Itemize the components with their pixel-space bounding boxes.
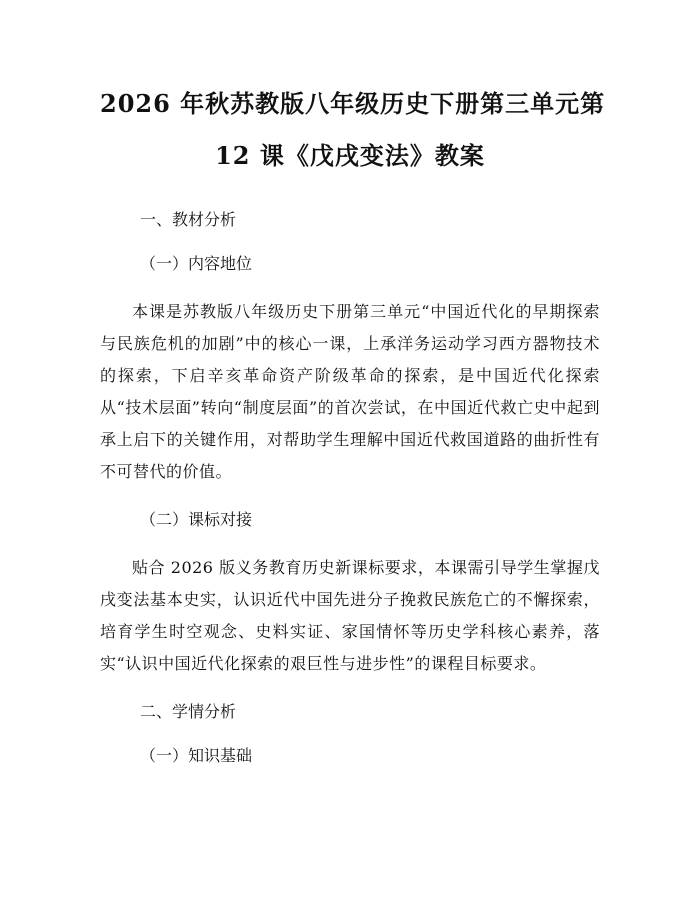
title-line-2: 12 课《戊戌变法》教案 bbox=[215, 141, 485, 170]
paragraph-curriculum-standard: 贴合 2026 版义务教育历史新课标要求，本课需引导学生掌握戊戌变法基本史实，认识近代中国先进分子挽救民族危亡的不懈探索，培育学生时空观念、史料实证、家国情怀等历史学科核心素养，落实“认识中国近代化探索的艰巨性与进步性”的课程目标要求。 bbox=[100, 558, 600, 673]
section-heading-teaching-material: 一、教材分析 bbox=[140, 210, 237, 229]
document-title bbox=[100, 78, 606, 182]
paragraph-content-position: 本课是苏教版八年级历史下册第三单元“中国近代化的早期探索与民族危机的加剧”中的核心一课，上承洋务运动学习西方器物技术的探索，下启辛亥革命资产阶级革命的探索，是中国近代化探索从“技术层面”转向“制度层面”的首次尝试，在中国近代救亡史中起到承上启下的关键作用，对帮助学生理解中国近代救国道路的曲折性有不可替代的价值。 bbox=[100, 302, 600, 481]
subsection-heading-content-position: （一）内容地位 bbox=[140, 254, 253, 273]
title-line-1: 2026 年秋苏教版八年级历史下册第三单元第 bbox=[100, 89, 606, 118]
section-heading-student-analysis: 二、学情分析 bbox=[140, 702, 237, 721]
subsection-heading-curriculum-standard: （二）课标对接 bbox=[140, 510, 253, 529]
subsection-heading-knowledge-basis: （一）知识基础 bbox=[140, 746, 253, 765]
